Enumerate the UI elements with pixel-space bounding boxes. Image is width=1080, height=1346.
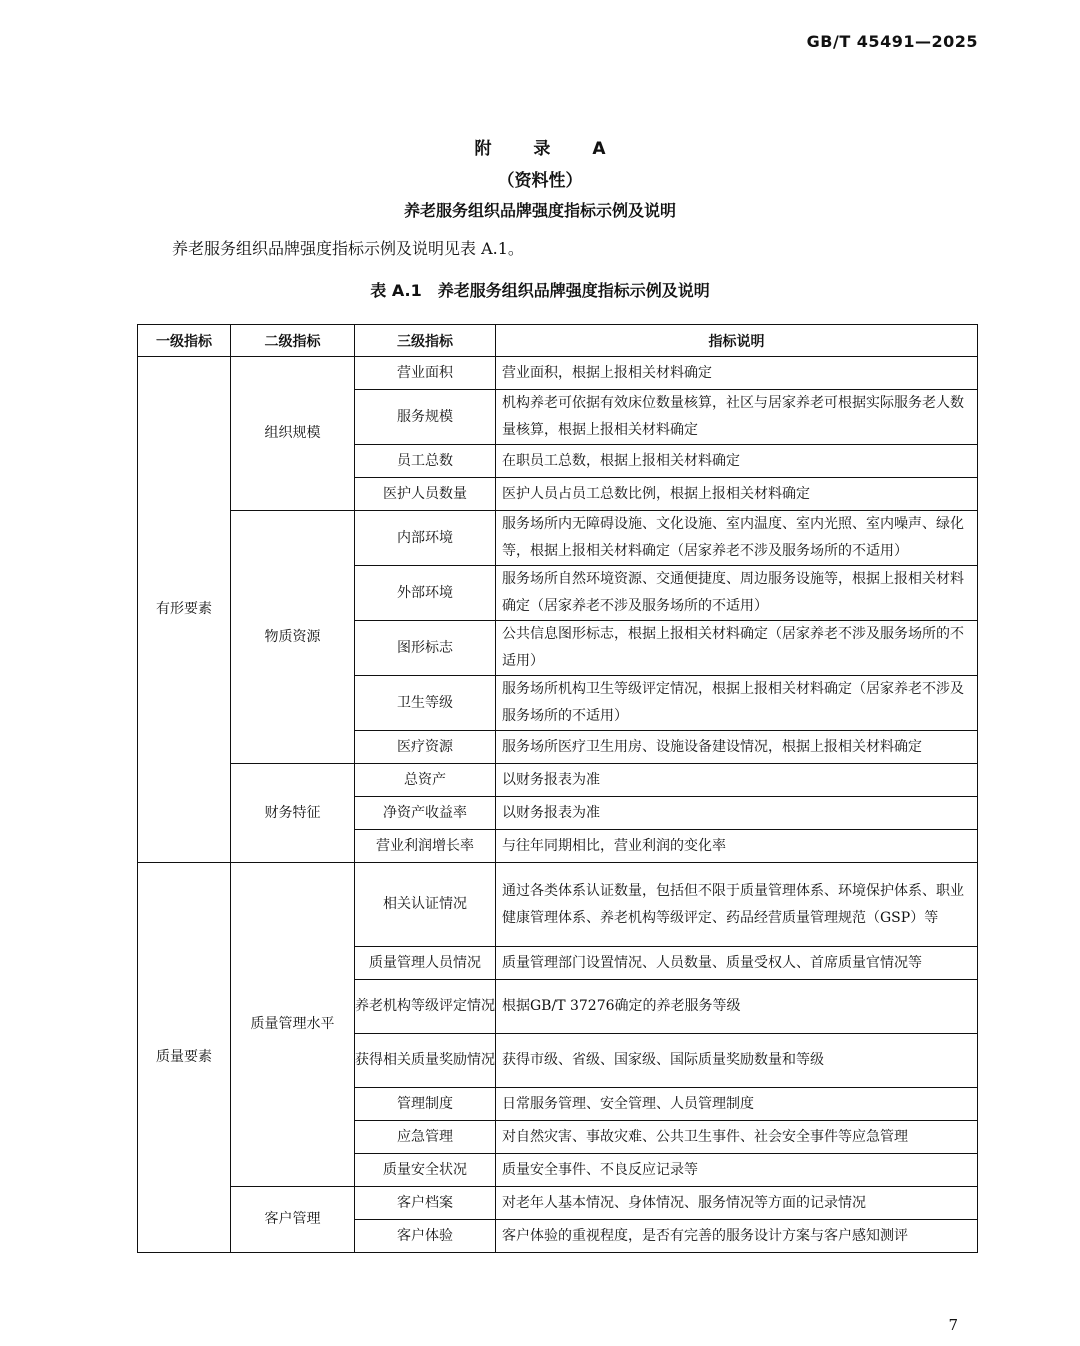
header-level2: 二级指标 [231,325,355,357]
table-row [138,863,978,947]
level1-cell: 有形要素 [138,357,231,863]
description-cell: 客户体验的重视程度，是否有完善的服务设计方案与客户感知测评 [496,1220,978,1253]
description-cell: 服务场所内无障碍设施、文化设施、室内温度、室内光照、室内噪声、绿化等，根据上报相关材料确定（居家养老不涉及服务场所的不适用） [496,511,978,566]
description-cell: 通过各类体系认证数量，包括但不限于质量管理体系、环境保护体系、职业健康管理体系、养老机构等级评定、药品经营质量管理规范（GSP）等 [496,863,978,947]
indicator-table [137,324,978,1253]
standard-number: GB/T 45491—2025 [806,32,978,51]
level3-cell: 营业利润增长率 [355,830,496,863]
table-row [138,764,978,797]
description-cell: 在职员工总数，根据上报相关材料确定 [496,445,978,478]
description-cell: 机构养老可依据有效床位数量核算，社区与居家养老可根据实际服务老人数量核算，根据上报相关材料确定 [496,390,978,445]
page-number: 7 [948,1316,958,1334]
level2-cell: 物质资源 [231,511,355,764]
header-level3: 三级指标 [355,325,496,357]
header-description: 指标说明 [496,325,978,357]
level3-cell: 医护人员数量 [355,478,496,511]
level2-cell: 组织规模 [231,357,355,511]
level2-cell: 财务特征 [231,764,355,863]
header-level1: 一级指标 [138,325,231,357]
level3-cell: 养老机构等级评定情况 [355,980,496,1034]
annex-type: （资料性） [497,171,583,191]
description-cell: 根据GB/T 37276确定的养老服务等级 [496,980,978,1034]
level3-cell: 医疗资源 [355,731,496,764]
description-cell: 质量管理部门设置情况、人员数量、质量受权人、首席质量官情况等 [496,947,978,980]
description-cell: 以财务报表为准 [496,797,978,830]
level3-cell: 营业面积 [355,357,496,390]
level3-cell: 净资产收益率 [355,797,496,830]
description-cell: 营业面积，根据上报相关材料确定 [496,357,978,390]
level1-cell: 质量要素 [138,863,231,1253]
description-cell: 医护人员占员工总数比例，根据上报相关材料确定 [496,478,978,511]
description-cell: 公共信息图形标志，根据上报相关材料确定（居家养老不涉及服务场所的不适用） [496,621,978,676]
level3-cell: 相关认证情况 [355,863,496,947]
level3-cell: 卫生等级 [355,676,496,731]
table-row [138,1187,978,1220]
level3-cell: 客户档案 [355,1187,496,1220]
table-header-row [138,325,978,357]
table-caption: 表 A.1 养老服务组织品牌强度指标示例及说明 [370,281,710,300]
level2-cell: 客户管理 [231,1187,355,1253]
level3-cell: 员工总数 [355,445,496,478]
level3-cell: 获得相关质量奖励情况 [355,1034,496,1088]
table-row [138,357,978,390]
level3-cell: 服务规模 [355,390,496,445]
level3-cell: 图形标志 [355,621,496,676]
level3-cell: 客户体验 [355,1220,496,1253]
level3-cell: 内部环境 [355,511,496,566]
level2-cell: 质量管理水平 [231,863,355,1187]
description-cell: 日常服务管理、安全管理、人员管理制度 [496,1088,978,1121]
level3-cell: 外部环境 [355,566,496,621]
description-cell: 质量安全事件、不良反应记录等 [496,1154,978,1187]
description-cell: 服务场所自然环境资源、交通便捷度、周边服务设施等，根据上报相关材料确定（居家养老不涉及服务场所的不适用） [496,566,978,621]
description-cell: 与往年同期相比，营业利润的变化率 [496,830,978,863]
level3-cell: 质量安全状况 [355,1154,496,1187]
description-cell: 以财务报表为准 [496,764,978,797]
description-cell: 服务场所机构卫生等级评定情况，根据上报相关材料确定（居家养老不涉及服务场所的不适用） [496,676,978,731]
description-cell: 服务场所医疗卫生用房、设施设备建设情况，根据上报相关材料确定 [496,731,978,764]
table-row [138,511,978,566]
description-cell: 获得市级、省级、国家级、国际质量奖励数量和等级 [496,1034,978,1088]
description-cell: 对自然灾害、事故灾难、公共卫生事件、社会安全事件等应急管理 [496,1121,978,1154]
annex-name: 养老服务组织品牌强度指标示例及说明 [403,201,676,220]
level3-cell: 应急管理 [355,1121,496,1154]
description-cell: 对老年人基本情况、身体情况、服务情况等方面的记录情况 [496,1187,978,1220]
level3-cell: 总资产 [355,764,496,797]
level3-cell: 质量管理人员情况 [355,947,496,980]
level3-cell: 管理制度 [355,1088,496,1121]
intro-paragraph: 养老服务组织品牌强度指标示例及说明见表 A.1。 [172,239,524,258]
annex-title: 附 录 A [474,139,624,159]
